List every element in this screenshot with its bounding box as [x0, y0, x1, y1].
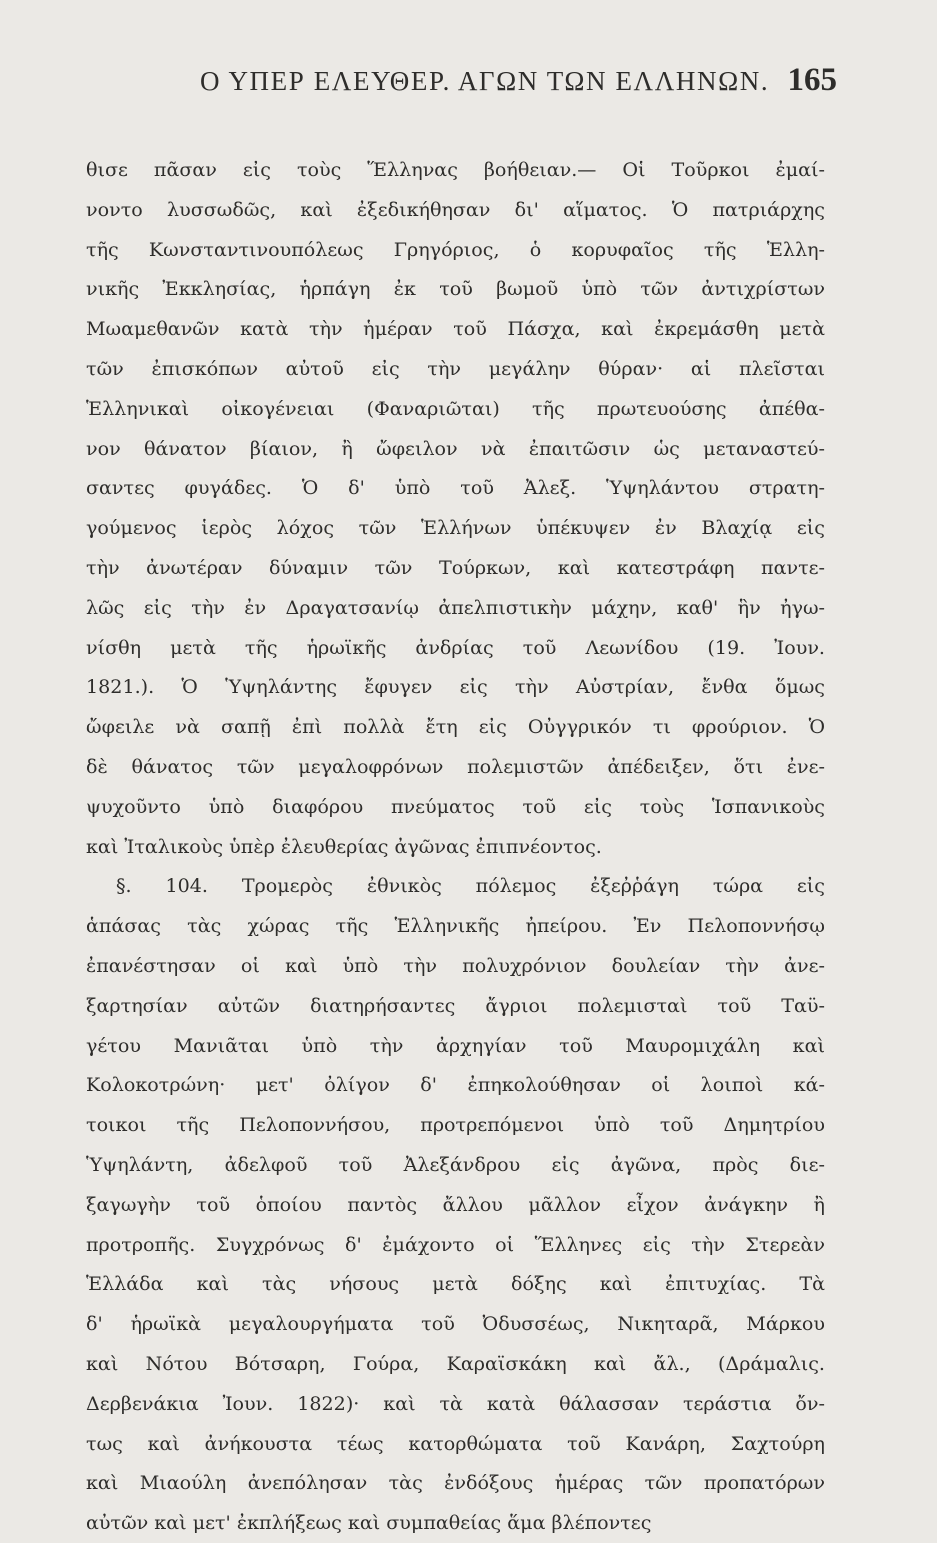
text-line: λῶς εἰς τὴν ἐν Δραγατσανίῳ ἀπελπιστικὴν μάχην, καθ' ἣν ἠγω-: [86, 595, 825, 619]
text-line: Δερβενάκια Ἰουν. 1822)· καὶ τὰ κατὰ θάλασσαν τεράστια ὄν-: [86, 1391, 825, 1415]
text-line: Ἑλληνικαὶ οἰκογένειαι (Φαναριῶται) τῆς πρωτευούσης ἀπέθα-: [86, 396, 825, 420]
page-header: [86, 58, 837, 108]
text-line: τῆς Κωνσταντινουπόλεως Γρηγόριος, ὁ κορυφαῖος τῆς Ἑλλη-: [86, 237, 825, 261]
text-line: Ἑλλάδα καὶ τὰς νήσους μετὰ δόξης καὶ ἐπιτυχίας. Τὰ: [86, 1272, 825, 1296]
text-line: Μωαμεθανῶν κατὰ τὴν ἡμέραν τοῦ Πάσχα, καὶ ἐκρεμάσθη μετὰ: [86, 317, 825, 341]
text-line: 1821.). Ὁ Ὑψηλάντης ἔφυγεν εἰς τὴν Αὐστρίαν, ἔνθα ὅμως: [86, 675, 825, 699]
text-line: ξαρτησίαν αὐτῶν διατηρήσαντες ἄγριοι πολεμισταὶ τοῦ Ταϋ-: [86, 993, 825, 1017]
body-text: [86, 150, 825, 1543]
text-line: γέτου Μανιᾶται ὑπὸ τὴν ἀρχηγίαν τοῦ Μαυρομιχάλη καὶ: [86, 1033, 825, 1057]
text-line: τοικοι τῆς Πελοποννήσου, προτρεπόμενοι ὑπὸ τοῦ Δημητρίου: [86, 1113, 825, 1137]
text-line: σαντες φυγάδες. Ὁ δ' ὑπὸ τοῦ Ἀλεξ. Ὑψηλάντου στρατη-: [86, 476, 825, 500]
text-line: νίσθη μετὰ τῆς ἡρωϊκῆς ἀνδρίας τοῦ Λεωνίδου (19. Ἰουν.: [86, 635, 825, 659]
text-line: νικῆς Ἐκκλησίας, ἡρπάγη ἐκ τοῦ βωμοῦ ὑπὸ τῶν ἀντιχρίστων: [86, 277, 825, 301]
text-line: τὴν ἀνωτέραν δύναμιν τῶν Τούρκων, καὶ κατεστράφη παντε-: [86, 555, 825, 579]
text-line: ψυχοῦντο ὑπὸ διαφόρου πνεύματος τοῦ εἰς τοὺς Ἱσπανικοὺς: [86, 794, 825, 818]
text-line: δ' ἡρωϊκὰ μεγαλουργήματα τοῦ Ὀδυσσέως, Νικηταρᾶ, Μάρκου: [86, 1312, 825, 1336]
text-line: §. 104. Τρομερὸς ἐθνικὸς πόλεμος ἐξεῤῥάγη τώρα εἰς: [116, 874, 825, 898]
page-number: 165: [787, 62, 837, 98]
text-line: γούμενος ἱερὸς λόχος τῶν Ἑλλήνων ὑπέκυψεν ἐν Βλαχίᾳ εἰς: [86, 516, 825, 540]
text-line: δὲ θάνατος τῶν μεγαλοφρόνων πολεμιστῶν ἀπέδειξεν, ὅτι ἐνε-: [86, 754, 825, 778]
text-line: καὶ Μιαούλη ἀνεπόλησαν τὰς ἐνδόξους ἡμέρας τῶν προπατόρων: [86, 1471, 825, 1495]
text-line: Κολοκοτρώνη· μετ' ὀλίγον δ' ἐπηκολούθησαν οἱ λοιποὶ κά-: [86, 1073, 825, 1097]
text-line: ὤφειλε νὰ σαπῇ ἐπὶ πολλὰ ἔτη εἰς Οὐγγρικόν τι φρούριον. Ὁ: [86, 715, 825, 739]
text-line: προτροπῆς. Συγχρόνως δ' ἐμάχοντο οἱ Ἕλληνες εἰς τὴν Στερεὰν: [86, 1232, 825, 1256]
text-line: ἁπάσας τὰς χώρας τῆς Ἑλληνικῆς ἠπείρου. Ἐν Πελοποννήσῳ: [86, 914, 825, 938]
text-line: νοντο λυσσωδῶς, καὶ ἐξεδικήθησαν δι' αἵματος. Ὁ πατριάρχης: [86, 197, 825, 221]
text-line: τῶν ἐπισκόπων αὐτοῦ εἰς τὴν μεγάλην θύραν· αἱ πλεῖσται: [86, 356, 825, 380]
text-line: θισε πᾶσαν εἰς τοὺς Ἕλληνας βοήθειαν.— Οἱ Τοῦρκοι ἐμαί-: [86, 158, 825, 181]
text-line: αὐτῶν καὶ μετ' ἐκπλήξεως καὶ συμπαθείας ἅμα βλέποντες: [86, 1511, 652, 1535]
text-line: καὶ Νότου Βότσαρη, Γούρα, Καραϊσκάκη καὶ ἄλ., (Δράμαλις.: [86, 1351, 825, 1375]
text-line: ξαγωγὴν τοῦ ὁποίου παντὸς ἄλλου μᾶλλον εἶχον ἀνάγκην ἢ: [86, 1192, 825, 1216]
text-line: τως καὶ ἀνήκουστα τέως κατορθώματα τοῦ Κανάρη, Σαχτούρη: [86, 1431, 825, 1455]
text-line: Ὑψηλάντη, ἀδελφοῦ τοῦ Ἀλεξάνδρου εἰς ἀγῶνα, πρὸς διε-: [86, 1152, 825, 1176]
running-title: Ο ΥΠΕΡ ΕΛΕΥΘΕΡ. ΑΓΩΝ ΤΩΝ ΕΛΛΗΝΩΝ.: [200, 66, 770, 96]
text-line: ἐπανέστησαν οἱ καὶ ὑπὸ τὴν πολυχρόνιον δουλείαν τὴν ἀνε-: [86, 953, 825, 977]
text-line: νον θάνατον βίαιον, ἢ ὤφειλον νὰ ἐπαιτῶσιν ὡς μεταναστεύ-: [86, 436, 825, 460]
text-line: καὶ Ἰταλικοὺς ὑπὲρ ἐλευθερίας ἀγῶνας ἐπιπνέοντος.: [86, 834, 602, 858]
